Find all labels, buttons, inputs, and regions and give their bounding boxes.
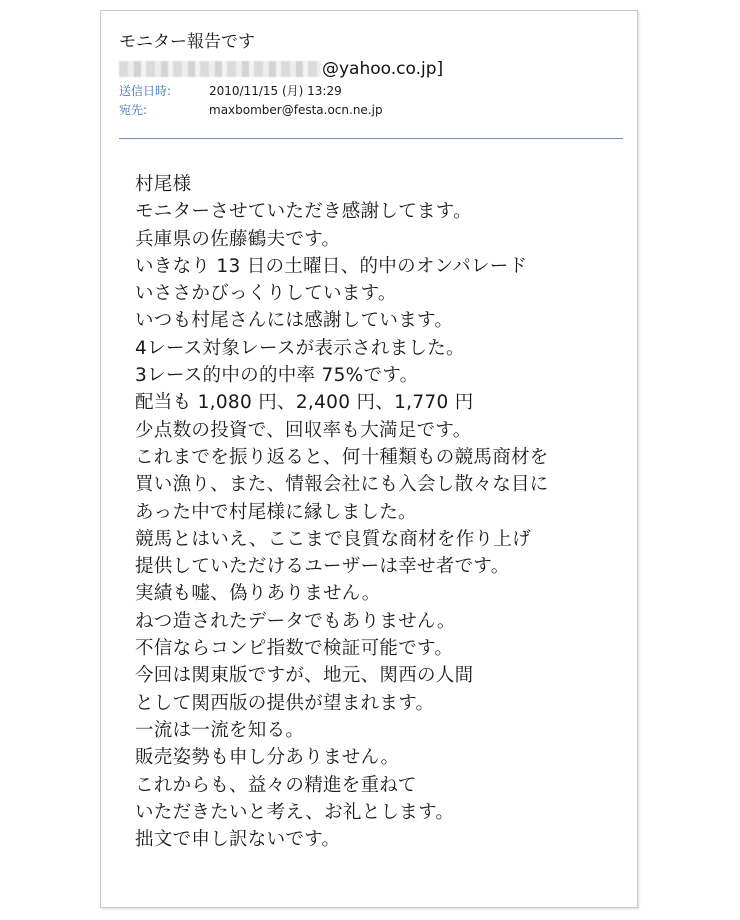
body-line: 販売姿勢も申し分ありません。 — [135, 747, 400, 769]
body-line: として関西版の提供が望まれます。 — [135, 692, 435, 714]
sent-date-value: 2010/11/15 (月) 13:29 — [209, 84, 342, 98]
body-line: いただきたいと考え、お礼とします。 — [135, 801, 455, 823]
body-line: 今回は関東版ですが、地元、関西の人間 — [135, 665, 474, 687]
body-line: 少点数の投資で、回収率も大満足です。 — [135, 419, 472, 441]
body-line: 実績も嘘、偽りありません。 — [135, 583, 381, 605]
email-message-panel — [100, 10, 638, 908]
body-line: 不信ならコンピ指数で検証可能です。 — [135, 638, 454, 660]
body-line: 拙文で申し訳ないです。 — [135, 829, 341, 851]
body-line: 競馬とはいえ、ここまで良質な商材を作り上げ — [135, 528, 531, 550]
body-line: 3レース的中の的中率 75%です。 — [135, 365, 419, 387]
body-line: いきなり 13 日の土曜日、的中のオンパレード — [135, 255, 528, 277]
body-line: 配当も 1,080 円、2,400 円、1,770 円 — [135, 392, 474, 414]
body-line: 村尾様 — [135, 174, 192, 195]
recipient-row — [119, 100, 619, 119]
body-line: これまでを振り返ると、何十種類もの競馬商材を — [135, 446, 549, 468]
email-header — [119, 31, 619, 119]
body-line: ねつ造されたデータでもありません。 — [135, 610, 456, 632]
sent-date-row — [119, 81, 619, 100]
body-line: あった中で村尾様に縁しました。 — [135, 501, 417, 523]
sender-row — [119, 57, 619, 81]
recipient-label: 宛先: — [119, 103, 148, 117]
redacted-sender-name — [119, 61, 321, 77]
header-divider — [119, 138, 623, 139]
body-line: 4レース対象レースが表示されました。 — [135, 337, 465, 359]
body-line: モニターさせていただき感謝してます。 — [135, 201, 472, 223]
body-line: いつも村尾さんには感謝しています。 — [135, 310, 454, 332]
sent-date-label: 送信日時: — [119, 84, 172, 98]
body-line: 兵庫県の佐藤鶴夫です。 — [135, 228, 341, 250]
email-body — [135, 171, 625, 853]
body-line: 一流は一流を知る。 — [135, 719, 305, 741]
recipient-address[interactable]: maxbomber@festa.ocn.ne.jp — [209, 102, 383, 117]
sender-address[interactable]: @yahoo.co.jp] — [322, 59, 444, 79]
body-line: いささかびっくりしています。 — [135, 283, 397, 305]
body-line: 買い漁り、また、情報会社にも入会し散々な目に — [135, 474, 549, 496]
body-line: これからも、益々の精進を重ねて — [135, 774, 417, 796]
body-line: 提供していただけるユーザーは幸せ者です。 — [135, 556, 510, 578]
email-subject: モニター報告です — [119, 32, 255, 52]
